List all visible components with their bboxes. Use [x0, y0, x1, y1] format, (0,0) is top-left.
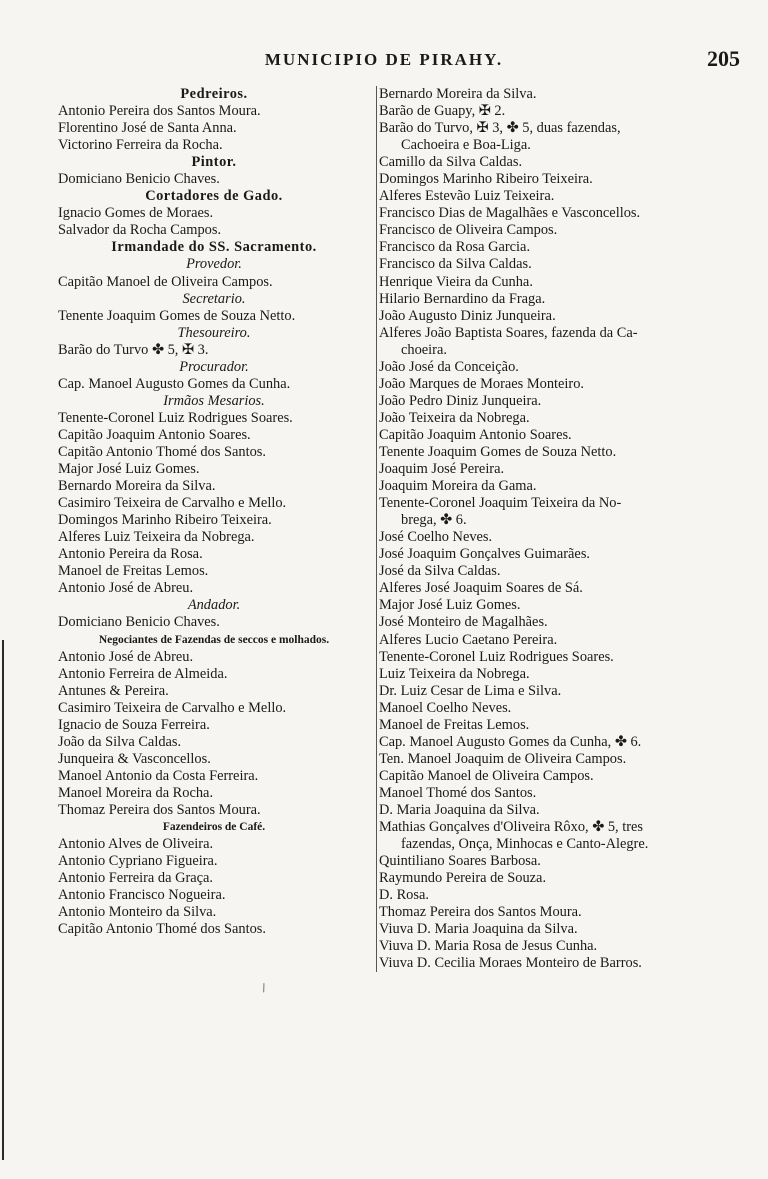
- list-entry: Viuva D. Cecilia Moraes Monteiro de Barros.: [379, 955, 642, 972]
- stray-mark: \: [259, 979, 269, 996]
- office-title: Irmãos Mesarios.: [163, 392, 265, 409]
- list-entry: Thomaz Pereira dos Santos Moura.: [58, 801, 261, 818]
- list-entry: Junqueira & Vasconcellos.: [58, 750, 211, 767]
- list-entry: Tenente-Coronel Luiz Rodrigues Soares.: [379, 648, 614, 665]
- list-entry: Manoel Antonio da Costa Ferreira.: [58, 767, 259, 784]
- office-title: Procurador.: [179, 358, 249, 375]
- list-entry: João Marques de Moraes Monteiro.: [379, 375, 585, 392]
- list-entry: Barão do Turvo ✤ 5, ✠ 3.: [58, 341, 209, 358]
- list-entry: Barão de Guapy, ✠ 2.: [379, 103, 506, 120]
- list-entry: D. Maria Joaquina da Silva.: [379, 801, 540, 818]
- entry-continuation: brega, ✤ 6.: [401, 512, 467, 529]
- list-entry: Tenente-Coronel Joaquim Teixeira da No-: [379, 495, 622, 512]
- list-entry: João Pedro Diniz Junqueira.: [379, 392, 542, 409]
- margin-rule: [2, 640, 4, 1160]
- list-entry: Joaquim José Pereira.: [379, 461, 505, 478]
- list-entry: João Teixeira da Nobrega.: [379, 409, 530, 426]
- office-title: Thesoureiro.: [177, 324, 251, 341]
- list-entry: Francisco da Rosa Garcia.: [379, 239, 531, 256]
- right-column: [376, 86, 709, 972]
- entry-continuation: fazendas, Onça, Minhocas e Canto-Alegre.: [401, 836, 649, 853]
- entry-continuation: Cachoeira e Boa-Liga.: [401, 137, 531, 154]
- section-heading: Negociantes de Fazendas de seccos e molhados.: [98, 633, 330, 646]
- office-title: Secretario.: [182, 290, 246, 307]
- list-entry: Domiciano Benicio Chaves.: [58, 171, 220, 188]
- office-title: Provedor.: [186, 256, 242, 273]
- list-entry: Luiz Teixeira da Nobrega.: [379, 665, 530, 682]
- list-entry: Francisco de Oliveira Campos.: [379, 222, 558, 239]
- list-entry: João da Silva Caldas.: [58, 733, 182, 750]
- list-entry: Florentino José de Santa Anna.: [58, 120, 237, 137]
- list-entry: Alferes Estevão Luiz Teixeira.: [379, 188, 555, 205]
- list-entry: Tenente Joaquim Gomes de Souza Netto.: [379, 443, 617, 460]
- list-entry: Ignacio Gomes de Moraes.: [58, 205, 214, 222]
- list-entry: Joaquim Moreira da Gama.: [379, 478, 537, 495]
- list-entry: Antonio José de Abreu.: [58, 648, 194, 665]
- list-entry: Manoel de Freitas Lemos.: [58, 563, 209, 580]
- list-entry: Barão do Turvo, ✠ 3, ✤ 5, duas fazendas,: [379, 120, 621, 137]
- list-entry: Domiciano Benicio Chaves.: [58, 614, 220, 631]
- left-column: [58, 86, 370, 938]
- list-entry: Camillo da Silva Caldas.: [379, 154, 523, 171]
- list-entry: José da Silva Caldas.: [379, 563, 501, 580]
- list-entry: Tenente-Coronel Luiz Rodrigues Soares.: [58, 409, 293, 426]
- list-entry: Thomaz Pereira dos Santos Moura.: [379, 904, 582, 921]
- section-heading: Pintor.: [191, 154, 237, 171]
- list-entry: Antonio José de Abreu.: [58, 580, 194, 597]
- list-entry: Manoel Thomé dos Santos.: [379, 784, 537, 801]
- list-entry: Antonio Ferreira de Almeida.: [58, 665, 228, 682]
- page-header: [0, 46, 768, 80]
- list-entry: Antonio Monteiro da Silva.: [58, 904, 217, 921]
- list-entry: D. Rosa.: [379, 887, 429, 904]
- list-entry: João Augusto Diniz Junqueira.: [379, 307, 556, 324]
- list-entry: Viuva D. Maria Rosa de Jesus Cunha.: [379, 938, 598, 955]
- list-entry: Victorino Ferreira da Rocha.: [58, 137, 223, 154]
- list-entry: Francisco Dias de Magalhães e Vasconcellos.: [379, 205, 641, 222]
- section-heading: Irmandade do SS. Sacramento.: [111, 239, 317, 256]
- list-entry: Antonio Pereira dos Santos Moura.: [58, 103, 261, 120]
- list-entry: Ignacio de Souza Ferreira.: [58, 716, 210, 733]
- list-entry: Antonio Alves de Oliveira.: [58, 836, 214, 853]
- list-entry: Antonio Ferreira da Graça.: [58, 870, 214, 887]
- list-entry: Major José Luiz Gomes.: [58, 461, 200, 478]
- list-entry: Manoel Moreira da Rocha.: [58, 784, 214, 801]
- entry-continuation: choeira.: [401, 341, 447, 358]
- list-entry: Manoel de Freitas Lemos.: [379, 716, 530, 733]
- list-entry: Major José Luiz Gomes.: [379, 597, 521, 614]
- list-entry: Alferes José Joaquim Soares de Sá.: [379, 580, 583, 597]
- list-entry: Casimiro Teixeira de Carvalho e Mello.: [58, 495, 287, 512]
- list-entry: Raymundo Pereira de Souza.: [379, 870, 547, 887]
- list-entry: Dr. Luiz Cesar de Lima e Silva.: [379, 682, 562, 699]
- list-entry: Quintiliano Soares Barbosa.: [379, 853, 541, 870]
- list-entry: Francisco da Silva Caldas.: [379, 256, 532, 273]
- list-entry: Alferes Lucio Caetano Pereira.: [379, 631, 558, 648]
- list-entry: Mathias Gonçalves d'Oliveira Rôxo, ✤ 5, tres: [379, 819, 644, 836]
- list-entry: Manoel Coelho Neves.: [379, 699, 512, 716]
- list-entry: João José da Conceição.: [379, 358, 519, 375]
- list-entry: Antonio Pereira da Rosa.: [58, 546, 203, 563]
- section-heading: Fazendeiros de Café.: [162, 821, 266, 834]
- list-entry: Capitão Manoel de Oliveira Campos.: [58, 273, 273, 290]
- list-entry: Antonio Cypriano Figueira.: [58, 853, 218, 870]
- list-entry: Capitão Antonio Thomé dos Santos.: [58, 443, 266, 460]
- list-entry: Hilario Bernardino da Fraga.: [379, 290, 546, 307]
- list-entry: José Monteiro de Magalhães.: [379, 614, 548, 631]
- list-entry: Ten. Manoel Joaquim de Oliveira Campos.: [379, 750, 627, 767]
- list-entry: Alferes Luiz Teixeira da Nobrega.: [58, 529, 255, 546]
- section-heading: Cortadores de Gado.: [145, 188, 283, 205]
- list-entry: Alferes João Baptista Soares, fazenda da Ca-: [379, 324, 638, 341]
- list-entry: Capitão Joaquim Antonio Soares.: [58, 426, 251, 443]
- list-entry: Bernardo Moreira da Silva.: [58, 478, 216, 495]
- list-entry: Salvador da Rocha Campos.: [58, 222, 222, 239]
- list-entry: Tenente Joaquim Gomes de Souza Netto.: [58, 307, 296, 324]
- list-entry: Viuva D. Maria Joaquina da Silva.: [379, 921, 578, 938]
- list-entry: Cap. Manoel Augusto Gomes da Cunha, ✤ 6.: [379, 733, 642, 750]
- running-title: MUNICIPIO DE PIRAHY.: [264, 50, 504, 69]
- list-entry: Domingos Marinho Ribeiro Teixeira.: [379, 171, 593, 188]
- list-entry: Henrique Vieira da Cunha.: [379, 273, 533, 290]
- list-entry: José Joaquim Gonçalves Guimarães.: [379, 546, 591, 563]
- list-entry: Antonio Francisco Nogueira.: [58, 887, 226, 904]
- list-entry: Cap. Manoel Augusto Gomes da Cunha.: [58, 375, 291, 392]
- page-number: 205: [707, 46, 740, 71]
- list-entry: Capitão Joaquim Antonio Soares.: [379, 426, 572, 443]
- list-entry: Bernardo Moreira da Silva.: [379, 86, 537, 102]
- list-entry: Capitão Antonio Thomé dos Santos.: [58, 921, 266, 938]
- list-entry: Antunes & Pereira.: [58, 682, 169, 699]
- office-title: Andador.: [187, 597, 241, 614]
- list-entry: Capitão Manoel de Oliveira Campos.: [379, 767, 594, 784]
- list-entry: José Coelho Neves.: [379, 529, 493, 546]
- section-heading: Pedreiros.: [180, 86, 248, 102]
- list-entry: Casimiro Teixeira de Carvalho e Mello.: [58, 699, 287, 716]
- list-entry: Domingos Marinho Ribeiro Teixeira.: [58, 512, 272, 529]
